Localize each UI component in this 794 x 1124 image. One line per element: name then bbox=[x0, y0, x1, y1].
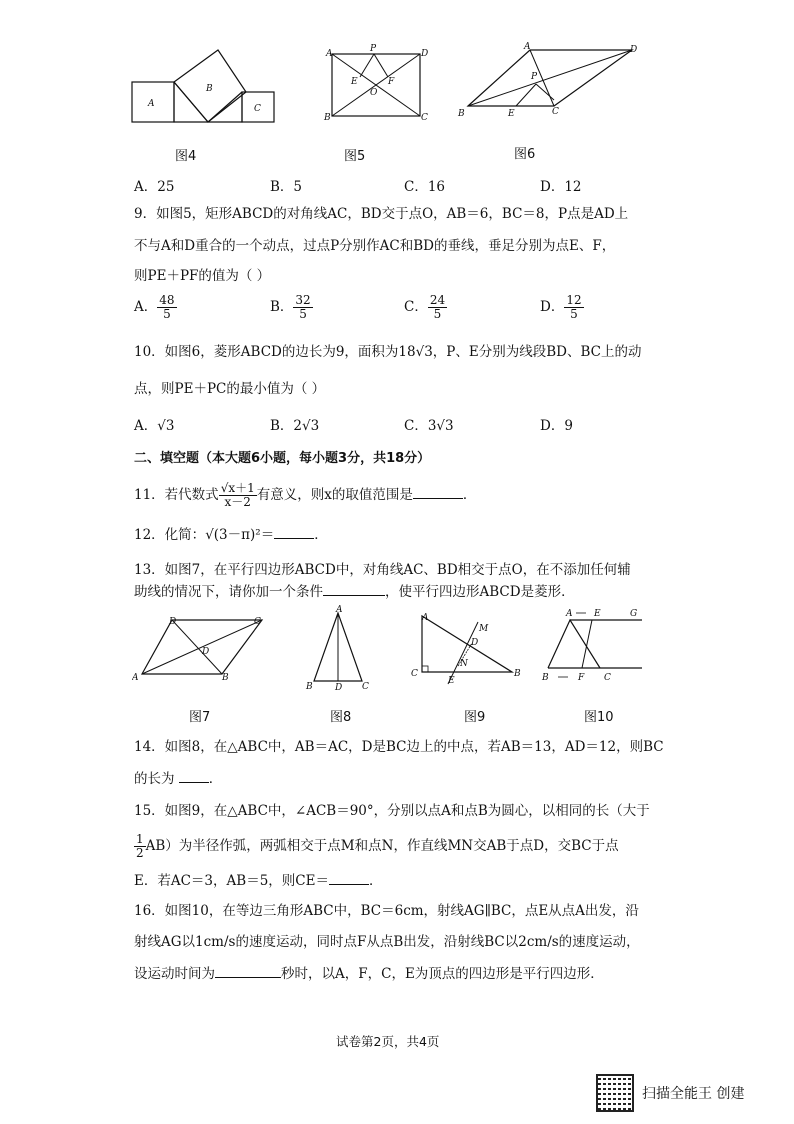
q8-option-a[interactable]: A．25 bbox=[134, 179, 175, 195]
svg-text:C: C bbox=[254, 104, 261, 114]
svg-text:M: M bbox=[479, 624, 489, 634]
svg-text:D: D bbox=[471, 638, 479, 648]
svg-text:C: C bbox=[604, 673, 611, 683]
svg-text:E: E bbox=[448, 676, 455, 686]
svg-text:F: F bbox=[578, 673, 585, 683]
svg-text:C: C bbox=[362, 682, 369, 691]
q13-answer-blank[interactable] bbox=[323, 583, 385, 596]
caption-fig4: 图4 bbox=[175, 149, 197, 164]
figure-9 bbox=[408, 608, 528, 690]
q10-option-d[interactable]: D．9 bbox=[540, 418, 573, 434]
figure-5 bbox=[318, 44, 433, 124]
q9-option-c[interactable]: C． $\frac{24}{5}$ bbox=[404, 293, 446, 321]
q9-option-d[interactable]: D． $\frac{12}{5}$ bbox=[540, 293, 582, 321]
q14-text-1: 14．如图8，在△ABC中，AB＝AC，D是BC边上的中点，若AB＝13，AD＝12，则BC bbox=[134, 739, 664, 755]
svg-text:N: N bbox=[460, 659, 468, 669]
q9-option-a[interactable]: A． $\frac{48}{5}$ bbox=[134, 293, 175, 321]
svg-text:A: A bbox=[336, 605, 343, 615]
svg-text:P: P bbox=[370, 44, 377, 54]
page-footer: 试卷第2页，共4页 bbox=[336, 1034, 440, 1049]
svg-text:O: O bbox=[370, 88, 378, 98]
q9-text-2: 不与A和D重合的一个动点，过点P分别作AC和BD的垂线，垂足分别为点E、F， bbox=[134, 238, 616, 254]
svg-text:D: D bbox=[202, 647, 210, 657]
q9-text-1: 9．如图5，矩形ABCD的对角线AC，BD交于点O，AB＝6，BC＝8，P点是AD上 bbox=[134, 206, 629, 222]
svg-text:A: A bbox=[132, 673, 139, 683]
q11-answer-blank[interactable] bbox=[413, 486, 463, 499]
figure-10 bbox=[540, 604, 650, 686]
svg-text:E: E bbox=[351, 77, 358, 87]
svg-text:A: A bbox=[148, 99, 155, 109]
q14-answer-blank[interactable] bbox=[179, 770, 209, 783]
q10-text-1: 10．如图6，菱形ABCD的边长为9，面积为18√3，P、E分别为线段BD、BC上的动 bbox=[134, 344, 642, 360]
svg-text:A: A bbox=[566, 609, 573, 619]
caption-fig6: 图6 bbox=[514, 147, 536, 162]
svg-text:C: C bbox=[254, 617, 261, 627]
q12: 12．化简：√(3－π)²＝ ． bbox=[134, 527, 328, 543]
svg-text:B: B bbox=[514, 669, 521, 679]
svg-text:G: G bbox=[630, 609, 638, 619]
svg-text:C: C bbox=[552, 107, 559, 117]
q10-option-b[interactable]: B．2√3 bbox=[270, 418, 320, 434]
figure-7 bbox=[132, 612, 272, 687]
q8-option-c[interactable]: C．16 bbox=[404, 179, 446, 195]
caption-fig10: 图10 bbox=[584, 710, 614, 725]
svg-text:B: B bbox=[306, 682, 313, 691]
q12-answer-blank[interactable] bbox=[274, 526, 314, 539]
svg-text:A: A bbox=[524, 42, 531, 52]
svg-text:B: B bbox=[542, 673, 549, 683]
svg-text:B: B bbox=[222, 673, 229, 683]
q10-option-c[interactable]: C．3√3 bbox=[404, 418, 454, 434]
svg-text:D: D bbox=[421, 49, 429, 59]
svg-text:E: E bbox=[508, 109, 515, 119]
svg-text:P: P bbox=[531, 72, 538, 82]
q8-option-d[interactable]: D．12 bbox=[540, 179, 582, 195]
q10-text-2: 点，则PE＋PC的最小值为（ ） bbox=[134, 381, 326, 397]
svg-text:D: D bbox=[169, 617, 177, 627]
section-2-title: 二、填空题（本大题6小题，每小题3分，共18分） bbox=[134, 451, 431, 466]
svg-text:F: F bbox=[388, 77, 395, 87]
svg-text:D: D bbox=[630, 45, 638, 55]
q8-option-b[interactable]: B．5 bbox=[270, 179, 303, 195]
q16-text-3: 设运动时间为 秒时，以A，F，C，E为顶点的四边形是平行四边形． bbox=[134, 966, 604, 982]
q15-text-1: 15．如图9，在△ABC中，∠ACB＝90°，分别以点A和点B为圆心，以相同的长（大于 bbox=[134, 803, 650, 819]
q14-text-2: 的长为 ． bbox=[134, 771, 223, 787]
svg-text:C: C bbox=[421, 113, 428, 123]
q15-text-3: E．若AC＝3，AB＝5，则CE＝ ． bbox=[134, 873, 383, 889]
svg-text:C: C bbox=[411, 669, 418, 679]
svg-text:B: B bbox=[324, 113, 331, 123]
caption-fig5: 图5 bbox=[344, 149, 366, 164]
svg-text:E: E bbox=[594, 609, 601, 619]
q16-answer-blank[interactable] bbox=[215, 965, 281, 978]
q10-option-a[interactable]: A．√3 bbox=[134, 418, 175, 434]
caption-fig8: 图8 bbox=[330, 710, 352, 725]
q16-text-1: 16．如图10，在等边三角形ABC中，BC＝6cm，射线AG∥BC，点E从点A出发，沿 bbox=[134, 903, 639, 919]
q15-answer-blank[interactable] bbox=[329, 872, 369, 885]
scanner-watermark: 扫描全能王 创建 bbox=[642, 1086, 745, 1102]
q9-option-b[interactable]: B． $\frac{32}{5}$ bbox=[270, 293, 311, 321]
qr-code-icon bbox=[596, 1074, 634, 1112]
figure-6 bbox=[456, 42, 646, 122]
q13-text-1: 13．如图7，在平行四边形ABCD中，对角线AC、BD相交于点O，在不添加任何辅 bbox=[134, 562, 631, 578]
svg-text:B: B bbox=[206, 84, 213, 94]
svg-text:A: A bbox=[326, 49, 333, 59]
q16-text-2: 射线AG以1cm/s的速度运动，同时点F从点B出发，沿射线BC以2cm/s的速度运动， bbox=[134, 934, 640, 950]
caption-fig7: 图7 bbox=[189, 710, 211, 725]
caption-fig9: 图9 bbox=[464, 710, 486, 725]
q13-text-2: 助线的情况下，请你加一个条件 ，使平行四边形ABCD是菱形． bbox=[134, 584, 575, 600]
figure-4 bbox=[128, 46, 278, 126]
q11: 11．若代数式 $\frac{√x+1}{x-2}$ 有意义，则x的取值范围是 ． bbox=[134, 481, 477, 509]
q15-text-2: $\frac{1}{2}$ AB）为半径作弧，两弧相交于点M和点N，作直线MN交AB于点D，交BC于点 bbox=[136, 832, 619, 860]
svg-text:A: A bbox=[422, 613, 429, 623]
svg-text:B: B bbox=[458, 109, 465, 119]
svg-text:D: D bbox=[335, 683, 343, 691]
figure-8 bbox=[302, 605, 374, 691]
q9-text-3: 则PE＋PF的值为（ ） bbox=[134, 268, 271, 284]
